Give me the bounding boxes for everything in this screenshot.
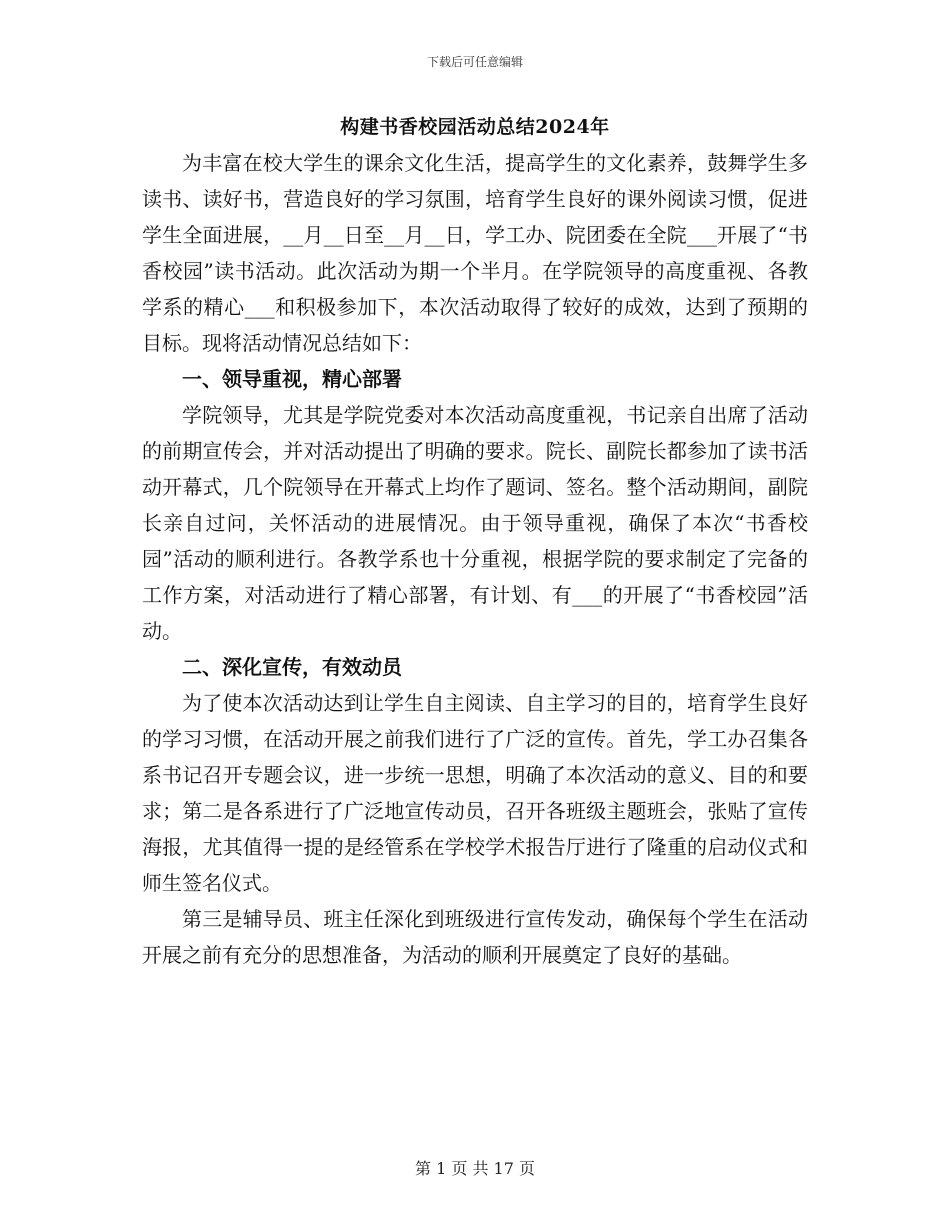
section-2-paragraph-1: 为了使本次活动达到让学生自主阅读、自主学习的目的，培育学生良好的学习习惯，在活动开展之前我们进行了广泛的宣传。首先，学工办召集各系书记召开专题会议，进一步统一思想，明确了本次活动的意义、目的和要求；第二是各系进行了广泛地宣传动员，召开各班级主题班会，张贴了宣传海报，尤其值得一提的是经管系在学校学术报告厅进行了隆重的启动仪式和师生签名仪式。 [142, 691, 808, 895]
section-heading-1: 一、领导重视，精心部署 [182, 367, 402, 391]
page-number-footer: 第 1 页 共 17 页 [415, 1159, 535, 1178]
document-title: 构建书香校园活动总结2024年 [340, 116, 610, 138]
intro-paragraph: 为丰富在校大学生的课余文化生活，提高学生的文化素养，鼓舞学生多读书、读好书，营造良好的学习氛围，培育学生良好的课外阅读习惯，促进学生全面进展，__月__日至__月__日，学工办、院团委在全院___开展了“书香校园”读书活动。此次活动为期一个半月。在学院领导的高度重视、各教学系的精心___和积极参加下，本次活动取得了较好的成效，达到了预期的目标。现将活动情况总结如下： [142, 151, 808, 355]
section-heading-2: 二、深化宣传，有效动员 [182, 655, 402, 679]
page-header-note: 下载后可任意编辑 [426, 55, 523, 69]
section-1-paragraph: 学院领导，尤其是学院党委对本次活动高度重视，书记亲自出席了活动的前期宣传会，并对活动提出了明确的要求。院长、副院长都参加了读书活动开幕式，几个院领导在开幕式上均作了题词、签名。整个活动期间，副院长亲自过问，关怀活动的进展情况。由于领导重视，确保了本次“书香校园”活动的顺利进行。各教学系也十分重视，根据学院的要求制定了完备的工作方案，对活动进行了精心部署，有计划、有___的开展了“书香校园”活动。 [142, 403, 808, 643]
section-2-paragraph-2: 第三是辅导员、班主任深化到班级进行宣传发动，确保每个学生在活动开展之前有充分的思想准备，为活动的顺利开展奠定了良好的基础。 [142, 907, 808, 967]
document-body [142, 145, 808, 973]
